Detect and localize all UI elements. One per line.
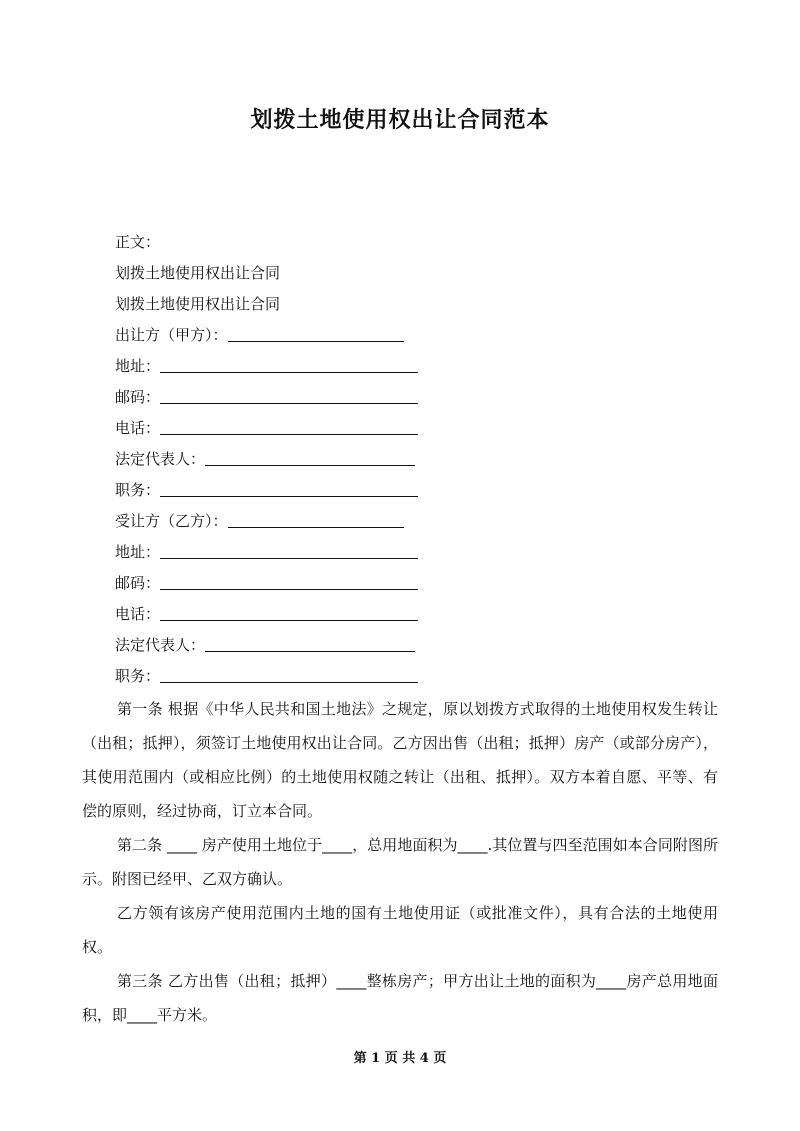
page-number-footer: 第 1 页 共 4 页 <box>353 1051 447 1066</box>
address-blank <box>160 540 418 559</box>
party-a-field: 出让方（甲方）： <box>115 321 715 352</box>
legal-rep-blank <box>205 447 415 466</box>
clause-2-paragraph: 第二条 ____ 房产使用土地位于____，总用地面积为____.其位置与四至范围如本合同附图所示。附图已经甲、乙双方确认。 <box>82 836 718 888</box>
contract-header-fields <box>115 228 715 693</box>
party-b-legal-rep-field: 法定代表人： <box>115 631 715 662</box>
position-blank <box>160 664 418 683</box>
party-b-position-field: 职务： <box>115 662 715 693</box>
phone-blank <box>160 602 418 621</box>
phone-blank <box>160 416 418 435</box>
party-b-address-field: 地址： <box>115 538 715 569</box>
contract-name-line: 划拨土地使用权出让合同 <box>115 264 281 282</box>
party-b-postcode-field: 邮码： <box>115 569 715 600</box>
contract-clauses <box>82 692 718 1032</box>
postcode-blank <box>160 385 418 404</box>
body-label-line: 正文： <box>115 233 161 251</box>
clause-1-paragraph: 第一条 根据《中华人民共和国土地法》之规定，原以划拨方式取得的土地使用权发生转让（出租；抵押），须签订土地使用权出让合同。乙方因出售（出租；抵押）房产（或部分房产），其使用范围内（或相应比例）的土地使用权随之转让（出租、抵押）。双方本着自愿、平等、有偿的原则，经过协商，订立本合同。 <box>82 700 718 820</box>
party-b-field: 受让方（乙方）： <box>115 507 715 538</box>
party-a-address-field: 地址： <box>115 352 715 383</box>
position-blank <box>160 478 418 497</box>
postcode-blank <box>160 571 418 590</box>
party-a-legal-rep-field: 法定代表人： <box>115 445 715 476</box>
land-certificate-paragraph: 乙方领有该房产使用范围内土地的国有土地使用证（或批准文件），具有合法的土地使用权。 <box>82 904 718 956</box>
party-b-blank <box>228 509 404 528</box>
clause-3-paragraph: 第三条 乙方出售（出租；抵押）____整栋房产；甲方出让土地的面积为____房产总用地面积，即____平方米。 <box>82 972 718 1024</box>
party-a-blank <box>228 323 404 342</box>
document-title: 划拨土地使用权出让合同范本 <box>250 108 550 133</box>
party-a-postcode-field: 邮码： <box>115 383 715 414</box>
address-blank <box>160 354 418 373</box>
contract-name-line: 划拨土地使用权出让合同 <box>115 295 281 313</box>
party-a-phone-field: 电话： <box>115 414 715 445</box>
legal-rep-blank <box>205 633 415 652</box>
party-b-phone-field: 电话： <box>115 600 715 631</box>
party-a-position-field: 职务： <box>115 476 715 507</box>
